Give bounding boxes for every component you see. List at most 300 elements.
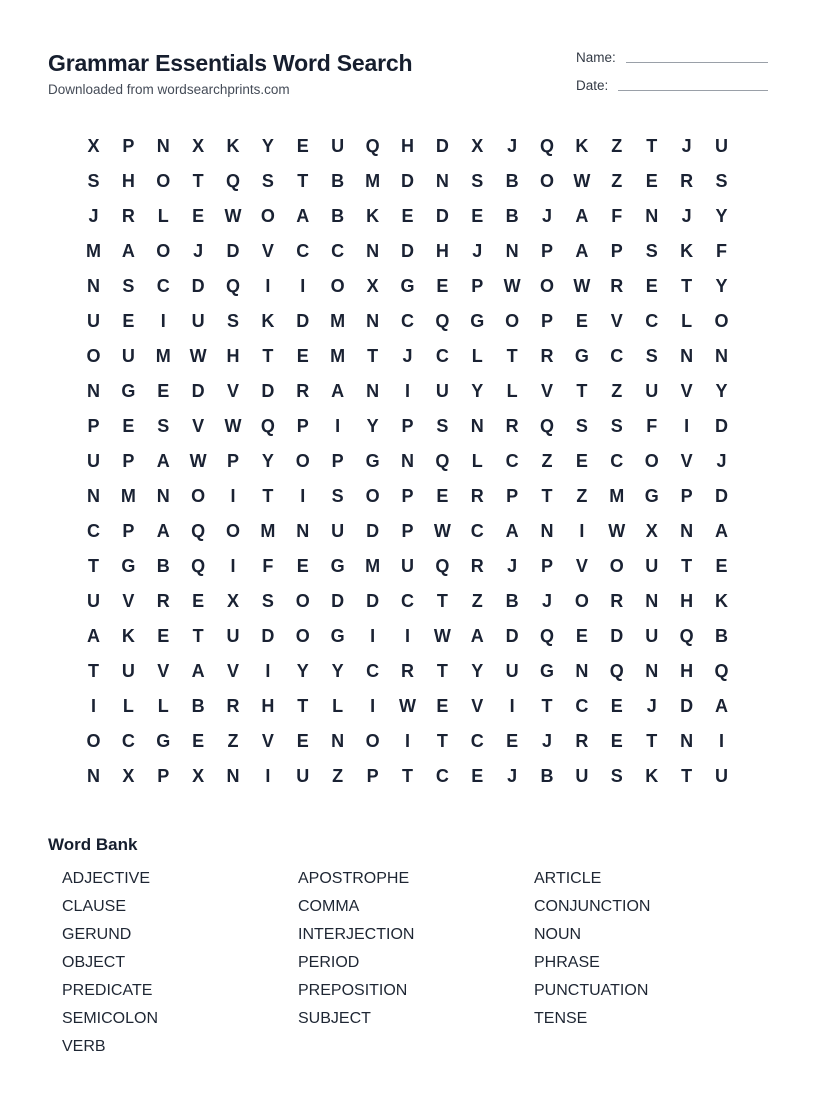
grid-letter: Z bbox=[332, 766, 344, 786]
grid-letter: O bbox=[156, 241, 171, 261]
grid-letter: E bbox=[157, 626, 170, 646]
grid-letter: E bbox=[192, 591, 205, 611]
grid-letter: N bbox=[470, 416, 484, 436]
word-bank-item: GERUND bbox=[62, 926, 132, 943]
grid-letter: B bbox=[331, 171, 345, 191]
grid-letter: M bbox=[85, 241, 101, 261]
grid-letter: C bbox=[296, 241, 310, 261]
grid-letter: O bbox=[295, 591, 310, 611]
source-note: Downloaded from wordsearchprints.com bbox=[48, 82, 290, 97]
grid-letter: B bbox=[505, 206, 519, 226]
grid-letter: T bbox=[262, 486, 274, 506]
grid-letter: T bbox=[192, 626, 204, 646]
grid-letter: Q bbox=[435, 556, 450, 576]
grid-letter: P bbox=[541, 556, 554, 576]
word-bank-item: COMMA bbox=[298, 898, 360, 915]
grid-letter: R bbox=[540, 346, 554, 366]
grid-letter: A bbox=[575, 241, 589, 261]
grid-letter: J bbox=[472, 241, 483, 261]
grid-letter: P bbox=[122, 521, 135, 541]
grid-letter: D bbox=[610, 626, 624, 646]
grid-letter: H bbox=[435, 241, 449, 261]
grid-letter: C bbox=[86, 521, 100, 541]
grid-letter: U bbox=[121, 661, 135, 681]
word-bank-item: CLAUSE bbox=[62, 898, 127, 915]
grid-letter: H bbox=[680, 661, 694, 681]
grid-letter: B bbox=[714, 626, 728, 646]
grid-letter: V bbox=[227, 381, 240, 401]
grid-letter: R bbox=[226, 696, 240, 716]
grid-letter: W bbox=[433, 626, 451, 646]
grid-letter: N bbox=[86, 276, 100, 296]
grid-letter: V bbox=[680, 381, 693, 401]
grid-letter: E bbox=[471, 206, 484, 226]
grid-letter: D bbox=[261, 381, 275, 401]
grid-letter: M bbox=[260, 521, 276, 541]
grid-letter: G bbox=[156, 731, 171, 751]
grid-letter: D bbox=[505, 626, 519, 646]
word-bank-item: NOUN bbox=[534, 926, 582, 943]
grid-letter: T bbox=[681, 556, 693, 576]
grid-letter: X bbox=[192, 766, 205, 786]
grid-letter: D bbox=[331, 591, 345, 611]
grid-letter: V bbox=[122, 591, 135, 611]
grid-letter: O bbox=[86, 731, 101, 751]
grid-letter: M bbox=[365, 171, 381, 191]
grid-letter: N bbox=[366, 381, 380, 401]
grid-letter: N bbox=[331, 731, 345, 751]
grid-letter: N bbox=[505, 241, 519, 261]
grid-letter: G bbox=[574, 346, 589, 366]
grid-letter: O bbox=[574, 591, 589, 611]
grid-letter: C bbox=[400, 591, 414, 611]
grid-letter: P bbox=[401, 486, 414, 506]
grid-letter: J bbox=[542, 731, 553, 751]
grid-letter: I bbox=[404, 626, 410, 646]
grid-letter: N bbox=[435, 171, 449, 191]
grid-letter: R bbox=[470, 486, 484, 506]
grid-letter: M bbox=[155, 346, 171, 366]
grid-letter: C bbox=[470, 731, 484, 751]
grid-letter: Y bbox=[261, 451, 274, 471]
grid-letter: K bbox=[226, 136, 240, 156]
grid-letter: X bbox=[471, 136, 484, 156]
grid-letter: S bbox=[157, 416, 170, 436]
grid-letter: J bbox=[542, 206, 553, 226]
grid-letter: R bbox=[400, 661, 414, 681]
grid-letter: D bbox=[261, 626, 275, 646]
grid-letter: D bbox=[714, 416, 728, 436]
grid-letter: Z bbox=[471, 591, 483, 611]
grid-letter: E bbox=[575, 451, 588, 471]
grid-letter: C bbox=[435, 346, 449, 366]
grid-letter: C bbox=[645, 311, 659, 331]
date-label: Date: bbox=[576, 78, 609, 93]
grid-letter: T bbox=[681, 766, 693, 786]
grid-letter: U bbox=[331, 136, 345, 156]
grid-letter: N bbox=[86, 486, 100, 506]
grid-letter: Y bbox=[715, 381, 728, 401]
grid-letter: I bbox=[509, 696, 515, 716]
grid-letter: K bbox=[714, 591, 728, 611]
grid-letter: A bbox=[575, 206, 589, 226]
grid-letter: J bbox=[507, 766, 518, 786]
grid-letter: G bbox=[330, 556, 345, 576]
grid-letter: D bbox=[400, 241, 414, 261]
grid-letter: V bbox=[610, 311, 623, 331]
grid-letter: O bbox=[714, 311, 729, 331]
grid-letter: D bbox=[296, 311, 310, 331]
word-bank-item: ADJECTIVE bbox=[62, 870, 151, 887]
grid-letter: I bbox=[230, 486, 236, 506]
grid-letter: E bbox=[645, 276, 658, 296]
grid-letter: H bbox=[400, 136, 414, 156]
grid-letter: T bbox=[436, 731, 448, 751]
grid-letter: Z bbox=[541, 451, 553, 471]
grid-letter: E bbox=[296, 556, 309, 576]
grid-letter: E bbox=[401, 206, 414, 226]
grid-letter: O bbox=[644, 451, 659, 471]
grid-letter: Q bbox=[609, 661, 624, 681]
grid-letter: N bbox=[540, 521, 554, 541]
grid-letter: Z bbox=[227, 731, 239, 751]
grid-letter: Y bbox=[261, 136, 274, 156]
grid-letter: B bbox=[505, 591, 519, 611]
grid-letter: J bbox=[507, 556, 518, 576]
grid-letter: E bbox=[122, 416, 135, 436]
grid-letter: T bbox=[436, 661, 448, 681]
grid-letter: D bbox=[191, 381, 205, 401]
grid-letter: G bbox=[121, 556, 136, 576]
grid-letter: O bbox=[609, 556, 624, 576]
grid-letter: C bbox=[470, 521, 484, 541]
grid-letter: I bbox=[265, 766, 271, 786]
grid-letter: U bbox=[86, 591, 100, 611]
grid-letter: P bbox=[401, 521, 414, 541]
grid-letter: P bbox=[541, 241, 554, 261]
grid-letter: D bbox=[435, 136, 449, 156]
grid-letter: P bbox=[157, 766, 170, 786]
grid-letter: I bbox=[335, 416, 341, 436]
date-field[interactable] bbox=[576, 78, 608, 93]
grid-letter: E bbox=[296, 346, 309, 366]
grid-letter: P bbox=[122, 136, 135, 156]
word-bank-item: APOSTROPHE bbox=[298, 870, 410, 887]
grid-letter: L bbox=[681, 311, 693, 331]
word-bank-item: OBJECT bbox=[62, 954, 126, 971]
grid-letter: P bbox=[331, 451, 344, 471]
grid-letter: I bbox=[300, 276, 306, 296]
grid-letter: Q bbox=[191, 521, 206, 541]
grid-letter: O bbox=[365, 486, 380, 506]
word-bank-item: PERIOD bbox=[298, 954, 360, 971]
grid-letter: N bbox=[714, 346, 728, 366]
grid-letter: E bbox=[575, 626, 588, 646]
grid-letter: K bbox=[645, 766, 659, 786]
letter-grid bbox=[76, 129, 739, 794]
grid-letter: V bbox=[680, 451, 693, 471]
grid-letter: W bbox=[433, 521, 451, 541]
grid-letter: L bbox=[122, 696, 134, 716]
grid-letter: P bbox=[401, 416, 414, 436]
word-bank-item: PUNCTUATION bbox=[534, 982, 649, 999]
grid-letter: G bbox=[470, 311, 485, 331]
grid-letter: I bbox=[160, 311, 166, 331]
grid-letter: N bbox=[680, 346, 694, 366]
grid-letter: C bbox=[610, 346, 624, 366]
grid-letter: F bbox=[715, 241, 727, 261]
grid-letter: P bbox=[541, 311, 554, 331]
grid-letter: T bbox=[297, 171, 309, 191]
word-bank-item: PREPOSITION bbox=[298, 982, 408, 999]
grid-letter: G bbox=[121, 381, 136, 401]
word-bank-item: SUBJECT bbox=[298, 1010, 371, 1027]
grid-letter: J bbox=[542, 591, 553, 611]
grid-letter: Q bbox=[540, 416, 555, 436]
grid-letter: Q bbox=[365, 136, 380, 156]
grid-letter: Z bbox=[611, 171, 623, 191]
grid-letter: C bbox=[366, 661, 380, 681]
grid-letter: R bbox=[156, 591, 170, 611]
grid-letter: A bbox=[156, 451, 170, 471]
grid-letter: E bbox=[506, 731, 519, 751]
name-field[interactable] bbox=[576, 50, 616, 65]
grid-letter: D bbox=[400, 171, 414, 191]
grid-letter: I bbox=[370, 696, 376, 716]
word-bank-item: TENSE bbox=[534, 1010, 588, 1027]
grid-letter: Q bbox=[226, 276, 241, 296]
name-label: Name: bbox=[576, 50, 616, 65]
grid-letter: T bbox=[541, 486, 553, 506]
grid-letter: B bbox=[331, 206, 345, 226]
grid-letter: V bbox=[471, 696, 484, 716]
grid-letter: A bbox=[191, 661, 205, 681]
grid-letter: Y bbox=[471, 381, 484, 401]
grid-letter: S bbox=[645, 346, 658, 366]
grid-letter: L bbox=[506, 381, 518, 401]
grid-letter: Q bbox=[191, 556, 206, 576]
grid-letter: I bbox=[230, 556, 236, 576]
grid-letter: T bbox=[436, 591, 448, 611]
grid-letter: Y bbox=[296, 661, 309, 681]
grid-letter: Y bbox=[331, 661, 344, 681]
grid-letter: J bbox=[88, 206, 99, 226]
grid-letter: B bbox=[156, 556, 170, 576]
grid-letter: D bbox=[680, 696, 694, 716]
grid-letter: N bbox=[296, 521, 310, 541]
grid-letter: W bbox=[189, 451, 207, 471]
grid-letter: U bbox=[645, 556, 659, 576]
grid-letter: O bbox=[295, 451, 310, 471]
grid-letter: T bbox=[367, 346, 379, 366]
grid-letter: H bbox=[121, 171, 135, 191]
grid-letter: L bbox=[332, 696, 344, 716]
grid-letter: E bbox=[436, 486, 449, 506]
grid-letter: Z bbox=[576, 486, 588, 506]
grid-letter: S bbox=[645, 241, 658, 261]
grid-letter: O bbox=[156, 171, 171, 191]
grid-letter: X bbox=[227, 591, 240, 611]
grid-letter: W bbox=[573, 276, 591, 296]
grid-letter: U bbox=[575, 766, 589, 786]
grid-letter: C bbox=[156, 276, 170, 296]
grid-letter: M bbox=[330, 346, 346, 366]
grid-letter: Q bbox=[260, 416, 275, 436]
grid-letter: T bbox=[506, 346, 518, 366]
grid-letter: U bbox=[714, 766, 728, 786]
grid-letter: T bbox=[576, 381, 588, 401]
grid-letter: I bbox=[300, 486, 306, 506]
grid-letter: T bbox=[297, 696, 309, 716]
grid-letter: E bbox=[122, 311, 135, 331]
grid-letter: X bbox=[645, 521, 658, 541]
grid-letter: O bbox=[365, 731, 380, 751]
grid-letter: R bbox=[296, 381, 310, 401]
grid-letter: H bbox=[680, 591, 694, 611]
grid-letter: G bbox=[400, 276, 415, 296]
grid-letter: T bbox=[646, 136, 658, 156]
grid-letter: E bbox=[715, 556, 728, 576]
grid-letter: S bbox=[227, 311, 240, 331]
grid-letter: P bbox=[680, 486, 693, 506]
grid-letter: R bbox=[610, 591, 624, 611]
grid-letter: T bbox=[401, 766, 413, 786]
grid-letter: L bbox=[157, 206, 169, 226]
grid-letter: N bbox=[86, 766, 100, 786]
grid-letter: Q bbox=[435, 311, 450, 331]
grid-letter: I bbox=[265, 661, 271, 681]
grid-letter: Q bbox=[435, 451, 450, 471]
grid-letter: V bbox=[261, 731, 274, 751]
grid-letter: N bbox=[645, 591, 659, 611]
grid-letter: R bbox=[610, 276, 624, 296]
grid-letter: O bbox=[191, 486, 206, 506]
grid-letter: A bbox=[121, 241, 135, 261]
grid-letter: S bbox=[331, 486, 344, 506]
grid-letter: F bbox=[611, 206, 623, 226]
grid-letter: B bbox=[540, 766, 554, 786]
grid-letter: R bbox=[680, 171, 694, 191]
name-line bbox=[626, 62, 768, 63]
grid-letter: C bbox=[435, 766, 449, 786]
word-bank-item: CONJUNCTION bbox=[534, 898, 651, 915]
grid-letter: C bbox=[331, 241, 345, 261]
grid-letter: T bbox=[87, 661, 99, 681]
grid-letter: S bbox=[575, 416, 588, 436]
grid-letter: J bbox=[681, 206, 692, 226]
grid-letter: Q bbox=[714, 661, 729, 681]
grid-letter: U bbox=[714, 136, 728, 156]
grid-letter: B bbox=[191, 696, 205, 716]
grid-letter: S bbox=[610, 766, 623, 786]
grid-letter: A bbox=[714, 521, 728, 541]
grid-letter: Y bbox=[715, 206, 728, 226]
grid-letter: V bbox=[227, 661, 240, 681]
grid-letter: J bbox=[193, 241, 204, 261]
grid-letter: Z bbox=[611, 136, 623, 156]
grid-letter: J bbox=[402, 346, 413, 366]
grid-letter: S bbox=[122, 276, 135, 296]
grid-letter: U bbox=[86, 311, 100, 331]
grid-letter: E bbox=[296, 136, 309, 156]
grid-letter: M bbox=[365, 556, 381, 576]
grid-letter: U bbox=[645, 381, 659, 401]
grid-letter: K bbox=[261, 311, 275, 331]
grid-letter: U bbox=[296, 766, 310, 786]
grid-letter: B bbox=[505, 171, 519, 191]
grid-letter: G bbox=[365, 451, 380, 471]
grid-letter: O bbox=[540, 276, 555, 296]
grid-letter: G bbox=[330, 626, 345, 646]
grid-letter: T bbox=[681, 276, 693, 296]
grid-letter: O bbox=[330, 276, 345, 296]
grid-letter: O bbox=[505, 311, 520, 331]
grid-letter: Q bbox=[679, 626, 694, 646]
grid-letter: F bbox=[646, 416, 658, 436]
grid-letter: H bbox=[226, 346, 240, 366]
grid-letter: U bbox=[191, 311, 205, 331]
grid-letter: A bbox=[714, 696, 728, 716]
grid-letter: J bbox=[507, 136, 518, 156]
grid-letter: V bbox=[261, 241, 274, 261]
grid-letter: K bbox=[366, 206, 380, 226]
grid-letter: P bbox=[506, 486, 519, 506]
grid-letter: U bbox=[86, 451, 100, 471]
grid-letter: A bbox=[86, 626, 100, 646]
grid-letter: N bbox=[156, 486, 170, 506]
grid-letter: D bbox=[226, 241, 240, 261]
grid-letter: C bbox=[505, 451, 519, 471]
grid-letter: Q bbox=[540, 136, 555, 156]
grid-letter: I bbox=[265, 276, 271, 296]
grid-letter: N bbox=[645, 206, 659, 226]
grid-letter: W bbox=[224, 416, 242, 436]
grid-letter: A bbox=[296, 206, 310, 226]
grid-letter: S bbox=[436, 416, 449, 436]
grid-letter: P bbox=[366, 766, 379, 786]
grid-letter: M bbox=[120, 486, 136, 506]
grid-letter: A bbox=[331, 381, 345, 401]
grid-letter: U bbox=[505, 661, 519, 681]
word-bank bbox=[62, 865, 770, 1061]
word-bank-title: Word Bank bbox=[48, 835, 138, 854]
grid-letter: Q bbox=[226, 171, 241, 191]
word-bank-item: VERB bbox=[62, 1038, 106, 1055]
grid-letter: C bbox=[610, 451, 624, 471]
grid-letter: Y bbox=[715, 276, 728, 296]
grid-letter: E bbox=[296, 731, 309, 751]
grid-letter: R bbox=[470, 556, 484, 576]
grid-letter: D bbox=[366, 521, 380, 541]
grid-letter: P bbox=[471, 276, 484, 296]
grid-letter: N bbox=[400, 451, 414, 471]
grid-letter: I bbox=[90, 696, 96, 716]
grid-letter: E bbox=[610, 731, 623, 751]
grid-letter: U bbox=[121, 346, 135, 366]
word-bank-item: SEMICOLON bbox=[62, 1010, 159, 1027]
grid-letter: S bbox=[715, 171, 728, 191]
grid-letter: S bbox=[471, 171, 484, 191]
grid-letter: K bbox=[575, 136, 589, 156]
grid-letter: O bbox=[86, 346, 101, 366]
grid-letter: G bbox=[540, 661, 555, 681]
grid-letter: R bbox=[505, 416, 519, 436]
grid-letter: D bbox=[366, 591, 380, 611]
grid-letter: N bbox=[645, 661, 659, 681]
date-line bbox=[618, 90, 768, 91]
grid-letter: E bbox=[471, 766, 484, 786]
grid-letter: K bbox=[121, 626, 135, 646]
